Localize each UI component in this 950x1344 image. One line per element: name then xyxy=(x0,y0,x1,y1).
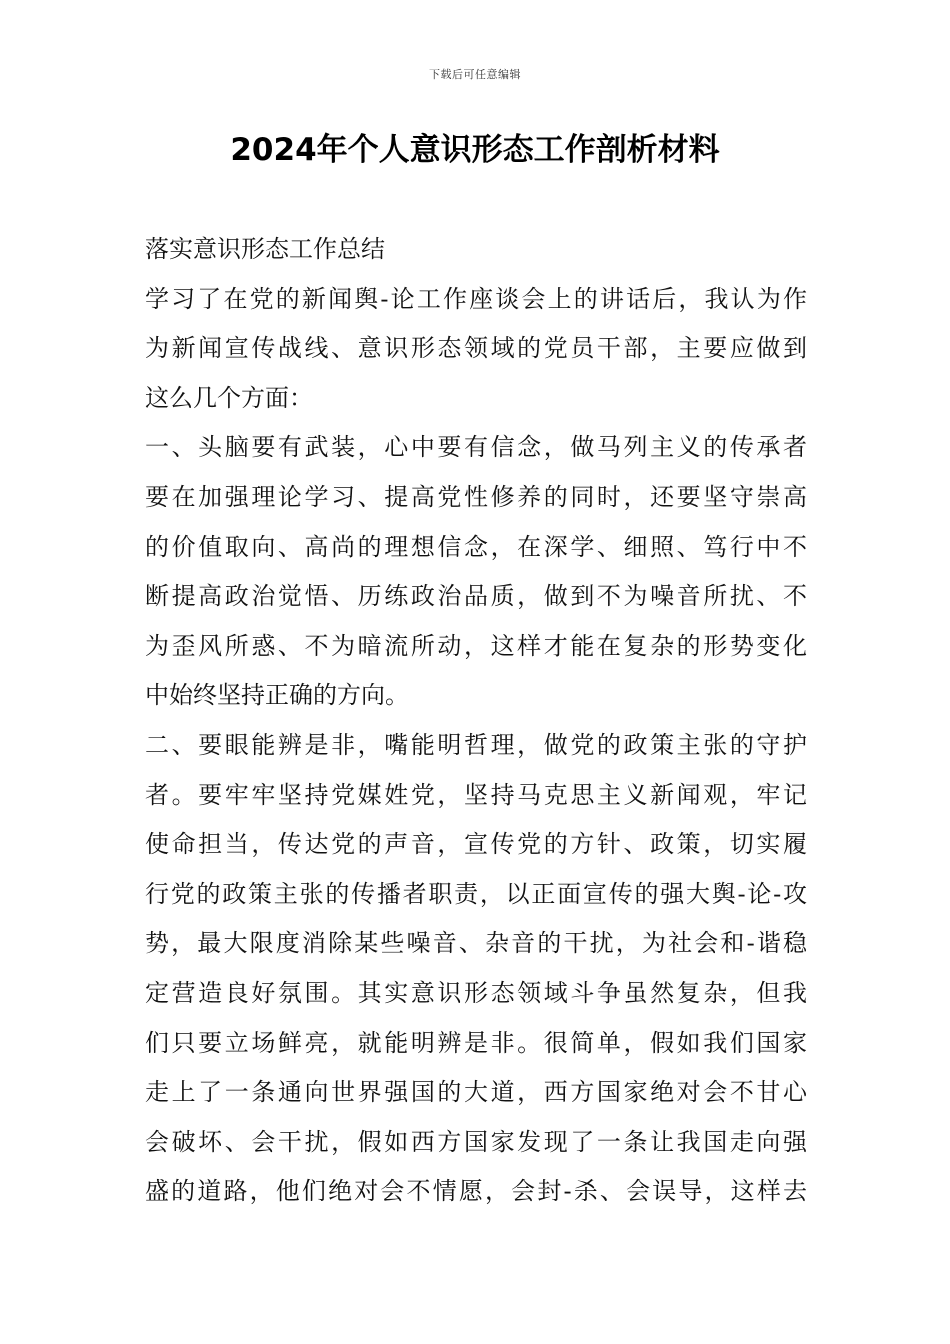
body-line: 使命担当，传达党的声音，宣传党的方针、政策，切实履 xyxy=(145,830,807,859)
body-line: 断提高政治觉悟、历练政治品质，做到不为噪音所扰、不 xyxy=(145,582,807,611)
body-line: 要在加强理论学习、提高党性修养的同时，还要坚守崇高 xyxy=(145,482,807,511)
body-line: 势，最大限度消除某些噪音、杂音的干扰，为社会和-谐稳 xyxy=(145,929,807,958)
header-note: 下载后可任意编辑 xyxy=(429,68,521,81)
body-line: 为歪风所惑、不为暗流所动，这样才能在复杂的形势变化 xyxy=(145,631,807,660)
body-line: 二、要眼能辨是非，嘴能明哲理，做党的政策主张的守护 xyxy=(145,730,807,759)
body-line: 学习了在党的新闻舆-论工作座谈会上的讲话后，我认为作 xyxy=(145,284,807,313)
body-line: 为新闻宣传战线、意识形态领域的党员干部，主要应做到 xyxy=(145,334,807,363)
body-line: 们只要立场鲜亮，就能明辨是非。很简单，假如我们国家 xyxy=(145,1028,807,1057)
body-line: 盛的道路，他们绝对会不情愿，会封-杀、会误导，这样去 xyxy=(145,1177,807,1206)
body-line: 这么几个方面： xyxy=(145,383,313,412)
document-body xyxy=(145,225,807,1217)
body-line: 定营造良好氛围。其实意识形态领域斗争虽然复杂，但我 xyxy=(145,978,807,1007)
body-line: 一、头脑要有武装，心中要有信念，做马列主义的传承者 xyxy=(145,433,807,462)
body-line: 会破坏、会干扰，假如西方国家发现了一条让我国走向强 xyxy=(145,1127,807,1156)
body-line: 走上了一条通向世界强国的大道，西方国家绝对会不甘心 xyxy=(145,1078,807,1107)
document-title: 2024年个人意识形态工作剖析材料 xyxy=(230,132,720,168)
body-line: 中始终坚持正确的方向。 xyxy=(145,681,409,710)
body-line: 的价值取向、高尚的理想信念，在深学、细照、笃行中不 xyxy=(145,532,807,561)
section-heading: 落实意识形态工作总结 xyxy=(145,235,385,263)
body-line: 行党的政策主张的传播者职责，以正面宣传的强大舆-论-攻 xyxy=(145,879,807,908)
body-line: 者。要牢牢坚持党媒姓党，坚持马克思主义新闻观，牢记 xyxy=(145,780,807,809)
